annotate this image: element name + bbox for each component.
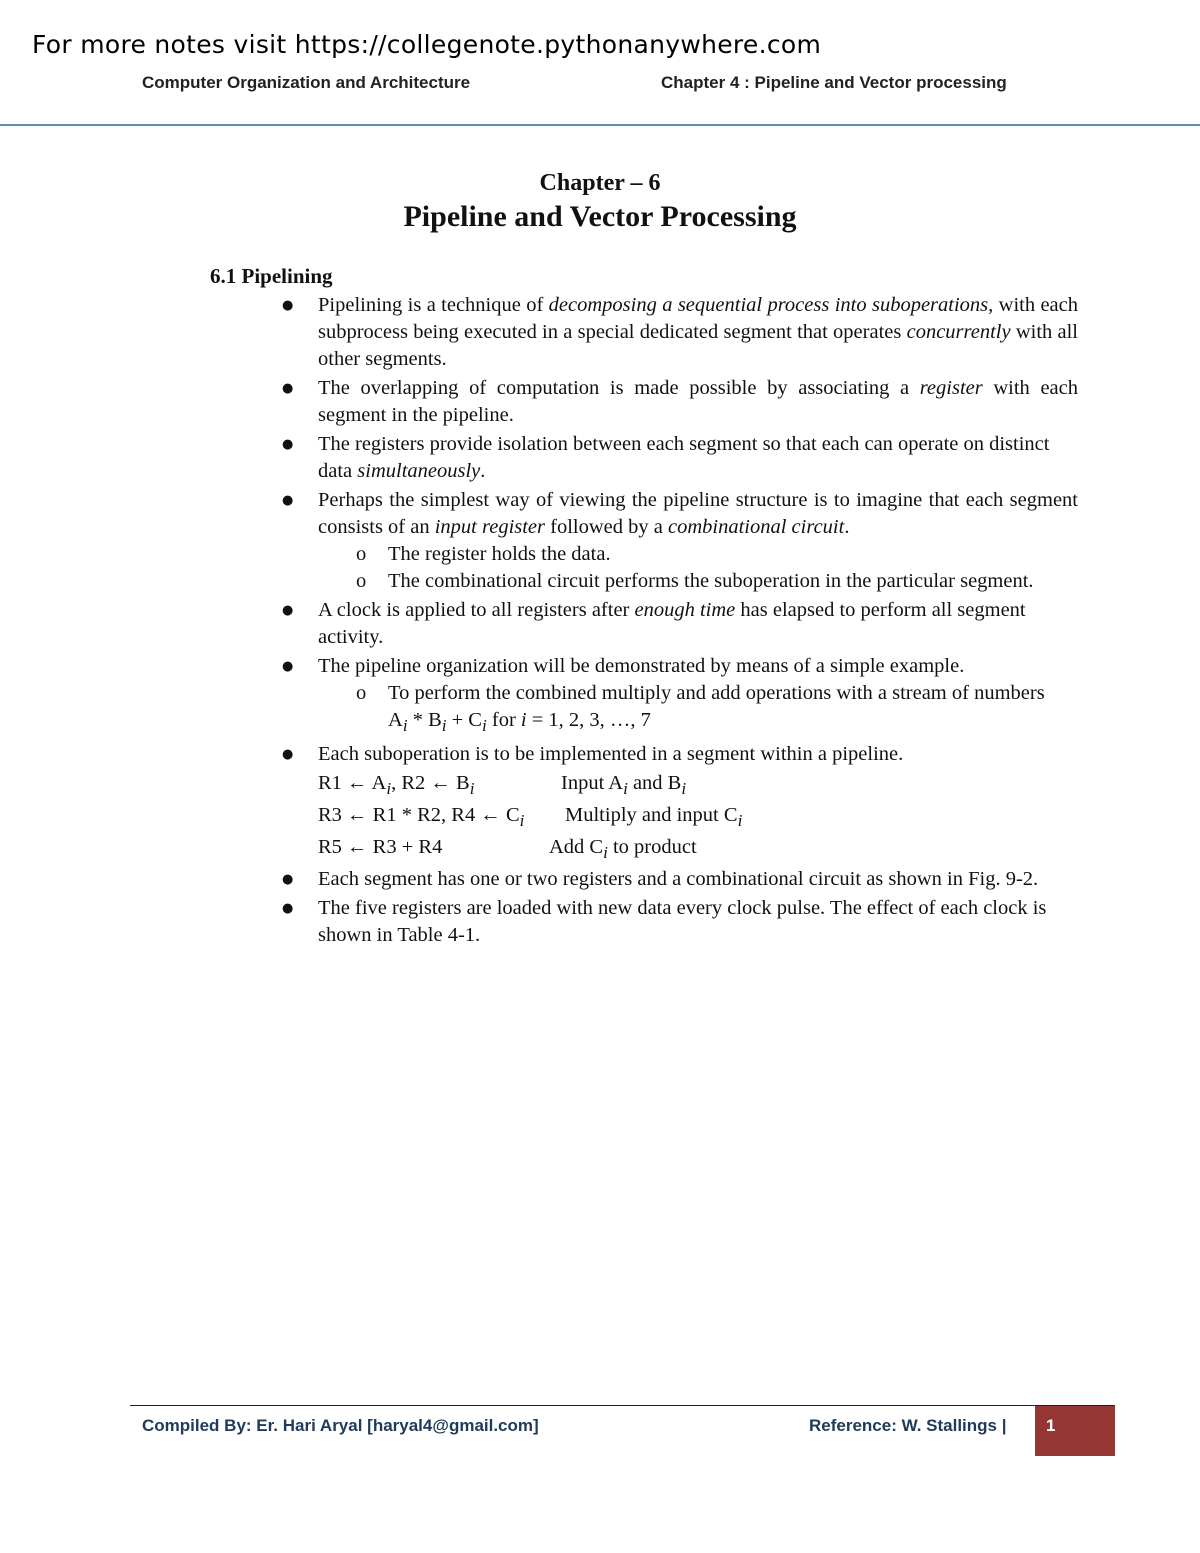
chapter-title: Pipeline and Vector Processing (403, 200, 797, 233)
bullet-item: ● Each suboperation is to be implemented in a segment within a pipeline. (282, 741, 1078, 768)
watermark-text: For more notes visit https://collegenote.pythonanywhere.com (32, 30, 822, 59)
sub-item: o The combinational circuit performs the suboperation in the particular segment. (282, 568, 1078, 595)
header-divider (0, 124, 1200, 126)
header-chapter-title: Chapter 4 : Pipeline and Vector processing (661, 73, 1007, 92)
section-heading: 6.1 Pipelining (210, 264, 333, 288)
header-course-title: Computer Organization and Architecture (142, 73, 471, 92)
bullet-item: ● The overlapping of computation is made possible by associating a register with each segment in the pipeline. (282, 375, 1078, 429)
bullet-item: ● A clock is applied to all registers after enough time has elapsed to perform all segment activity. (282, 597, 1078, 651)
bullet-list (282, 292, 1078, 951)
sub-item: o The register holds the data. (282, 541, 1078, 568)
bullet-item: ● The registers provide isolation between each segment so that each can operate on distinct data simultaneously. (282, 431, 1078, 485)
bullet-item: ● The pipeline organization will be demonstrated by means of a simple example. o To perform the combined multiply and add operations with a stream of numbers $A_i * B_i + C_i$ for i = 1, 2, 3, …, 7 (282, 653, 1078, 739)
bullet-item: ● The five registers are loaded with new data every clock pulse. The effect of each clock is shown in Table 4-1. (282, 895, 1078, 949)
page-number: 1 (1046, 1416, 1056, 1435)
bullet-item: ● Pipelining is a technique of decomposing a sequential process into suboperations, with each subprocess being executed in a special dedicated segment that operates concurrently with all other segments. (282, 292, 1078, 373)
formula: $A_i * B_i + C_i$ for i = 1, 2, 3, …, 7 (388, 709, 651, 736)
register-operations (282, 770, 1078, 866)
footer-reference: Reference: W. Stallings | (809, 1416, 1007, 1435)
chapter-number: Chapter – 6 (539, 170, 661, 196)
operation-row: R5 ← R3 + R4 Add $C_i$ to product (318, 836, 697, 863)
operation-row: R3 ← R1 * R2, R4 ← $C_i$ Multiply and input $C_i$ (318, 804, 743, 831)
footer-divider (130, 1405, 1115, 1406)
sub-item: o To perform the combined multiply and add operations with a stream of numbers (282, 680, 1078, 707)
bullet-item: ● Perhaps the simplest way of viewing the pipeline structure is to imagine that each segment consists of an input register followed by a combinational circuit. o The register holds the data. o The combinational circuit performs the suboperation in the particular segment. (282, 487, 1078, 595)
footer-compiled-by: Compiled By: Er. Hari Aryal [haryal4@gmail.com] (142, 1416, 539, 1435)
bullet-item: ● Each segment has one or two registers and a combinational circuit as shown in Fig. 9-2. (282, 866, 1078, 893)
operation-row: R1 ← $A_i$, R2 ← $B_i$ Input $A_i$ and $B_i$ (318, 772, 687, 799)
